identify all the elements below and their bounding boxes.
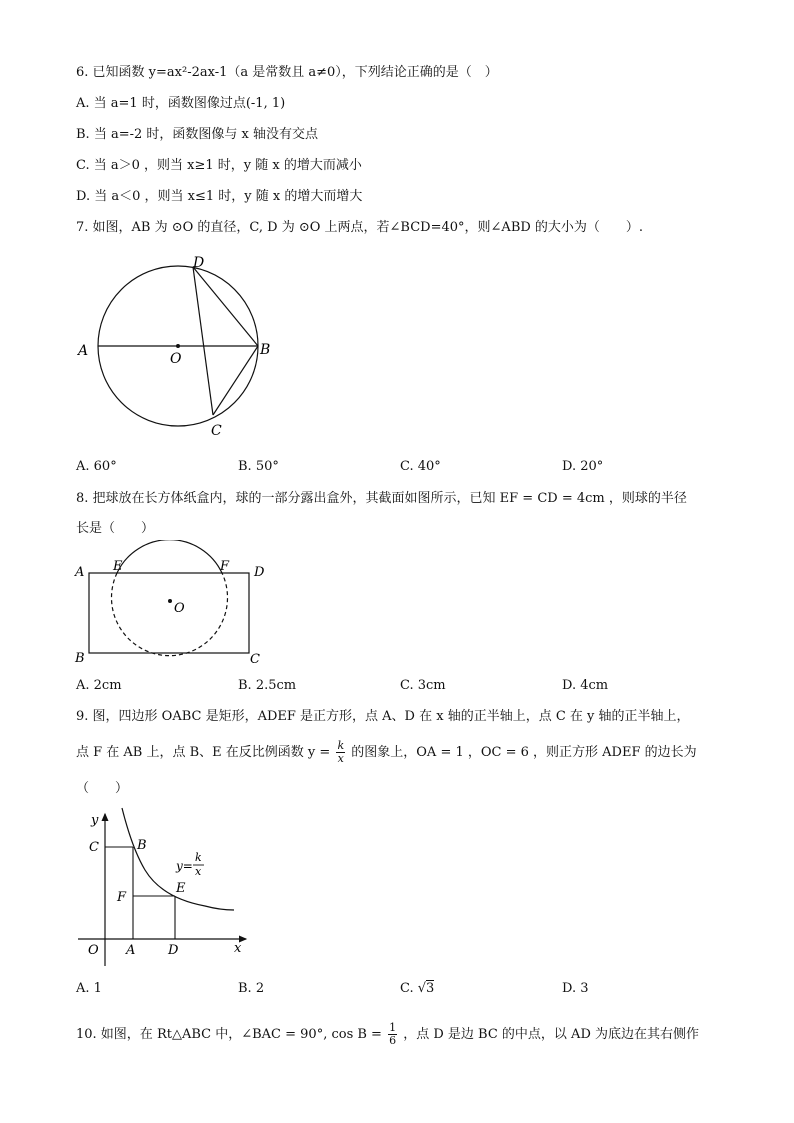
label-o: O — [88, 943, 99, 958]
q10-stem — [76, 1018, 699, 1052]
label-a: A — [78, 343, 89, 359]
label-d: D — [254, 565, 265, 580]
q9-option-c-label: C. — [400, 981, 418, 996]
frac-denominator: x — [337, 752, 344, 765]
q8-stem-line2: 长是（ ） — [76, 521, 155, 536]
frac-denominator: 6 — [389, 1034, 397, 1047]
q6-stem: 6. 已知函数 y=ax²-2ax-1（a 是常数且 a≠0），下列结论正确的是（ ） — [76, 65, 498, 80]
ball-visible-arc — [117, 540, 222, 573]
label-c: C — [250, 652, 260, 667]
label-o: O — [174, 601, 185, 616]
q9-graph-figure — [70, 806, 260, 966]
label-d: D — [168, 943, 179, 958]
q9-stem-line3: （ ） — [76, 781, 129, 796]
q8-box-figure — [70, 540, 280, 670]
q10-stem-part2: ，点 D 是边 BC 的中点，以 AD 为底边在其右侧作 — [403, 1027, 700, 1042]
q6-option-d: D. 当 a＜0 ，则当 x≤1 时，y 随 x 的增大而增大 — [76, 189, 363, 204]
q6-option-c: C. 当 a＞0 ，则当 x≥1 时，y 随 x 的增大而减小 — [76, 158, 362, 173]
q8-option-b: B. 2.5cm — [238, 678, 297, 693]
q10-fraction-cosb — [388, 1022, 397, 1047]
func-label-num: k — [195, 851, 202, 864]
q7-option-a: A. 60° — [76, 459, 117, 474]
q9-option-c — [400, 980, 434, 998]
q8-stem-line1: 8. 把球放在长方体纸盒内，球的一部分露出盒外，其截面如图所示，已知 EF = CD = 4cm ，则球的半径 — [76, 491, 687, 506]
q8-option-a: A. 2cm — [76, 678, 122, 693]
q7-stem: 7. 如图，AB 为 ⊙O 的直径，C, D 为 ⊙O 上两点，若∠BCD=40°，则∠ABD 的大小为（ ）. — [76, 220, 644, 235]
sqrt-radicand: 3 — [426, 981, 435, 996]
center-dot — [168, 599, 172, 603]
label-o: O — [170, 351, 182, 367]
q9-stem-line2 — [76, 736, 697, 770]
q9-option-d: D. 3 — [562, 981, 589, 996]
chord-cb — [213, 346, 258, 415]
label-y: y — [91, 813, 99, 828]
q8-option-c: C. 3cm — [400, 678, 446, 693]
q9-fraction-k-over-x — [336, 740, 345, 765]
label-c: C — [89, 840, 99, 855]
q6-option-b: B. 当 a=-2 时，函数图像与 x 轴没有交点 — [76, 127, 318, 142]
q9-option-a: A. 1 — [76, 981, 102, 996]
label-b: B — [260, 342, 271, 358]
label-e: E — [113, 559, 123, 574]
q7-circle-figure — [70, 248, 290, 444]
label-a: A — [126, 943, 136, 958]
center-dot — [176, 344, 180, 348]
q9-option-b: B. 2 — [238, 981, 265, 996]
label-b: B — [75, 651, 85, 666]
frac-numerator: k — [337, 739, 345, 752]
label-d: D — [193, 255, 205, 271]
q9-stem-line2-part1: 点 F 在 AB 上，点 B、E 在反比例函数 y = — [76, 745, 331, 760]
func-label-den: x — [195, 865, 202, 878]
q7-option-c: C. 40° — [400, 459, 441, 474]
chord-dc — [193, 267, 213, 415]
ball-hidden-arc — [112, 573, 228, 656]
sqrt-symbol: √ — [417, 981, 427, 996]
q10-stem-part1: 10. 如图，在 Rt△ABC 中，∠BAC = 90°, cos B = — [76, 1027, 382, 1042]
label-c: C — [211, 423, 222, 439]
q9-stem-line2-part2: 的图象上，OA = 1 ，OC = 6 ，则正方形 ADEF 的边长为 — [351, 745, 697, 760]
q8-option-d: D. 4cm — [562, 678, 609, 693]
q7-option-b: B. 50° — [238, 459, 279, 474]
label-x: x — [234, 941, 242, 956]
label-a: A — [75, 565, 85, 580]
q9-stem-line1: 9. 图，四边形 OABC 是矩形，ADEF 是正方形，点 A、D 在 x 轴的正半轴上，点 C 在 y 轴的正半轴上， — [76, 709, 690, 724]
label-f: F — [220, 559, 230, 574]
label-b: B — [137, 838, 147, 853]
q7-option-d: D. 20° — [562, 459, 604, 474]
label-f: F — [117, 890, 127, 905]
frac-numerator: 1 — [389, 1021, 397, 1034]
label-e: E — [176, 881, 186, 896]
q6-option-a: A. 当 a=1 时，函数图像过点(-1, 1) — [76, 96, 286, 111]
func-label-lhs: y= — [176, 859, 193, 873]
